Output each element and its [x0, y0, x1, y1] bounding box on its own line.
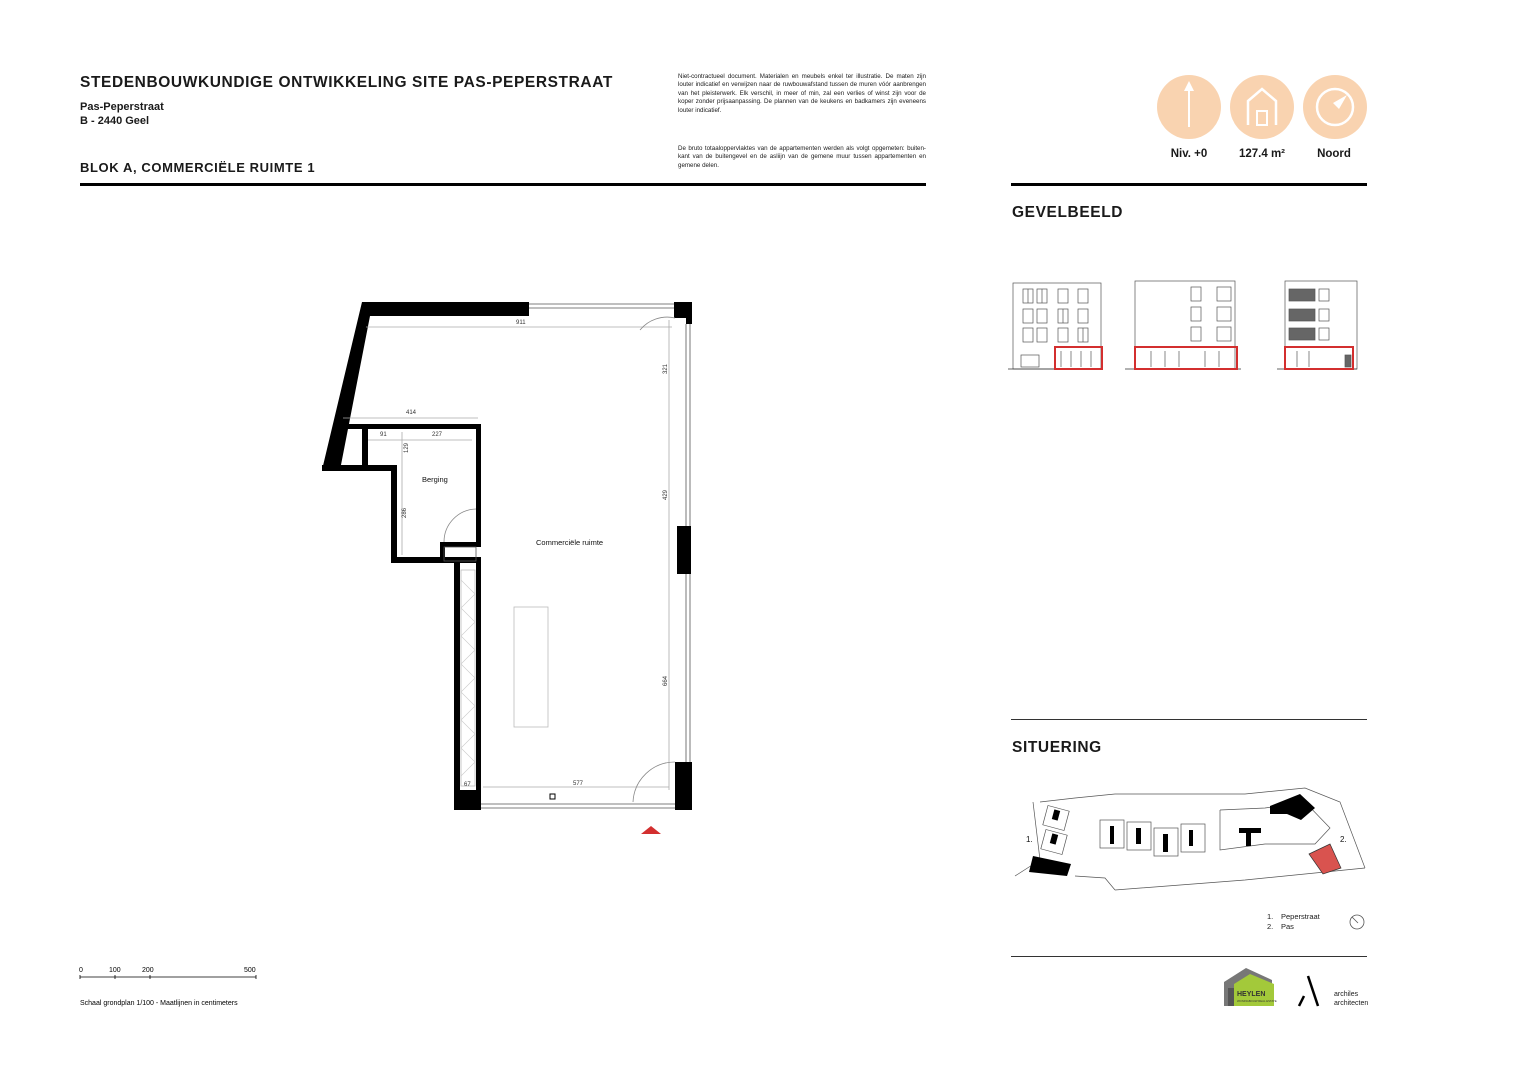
scale-tick-0: 0 [79, 967, 83, 974]
room-commercial: Commerciële ruimte [536, 538, 604, 547]
entrance-marker [641, 826, 661, 834]
site-label-1: 1. [1026, 835, 1033, 844]
situation-legend [1267, 912, 1320, 932]
north-compass-icon [1348, 913, 1366, 931]
legend-num: 2. [1267, 922, 1274, 931]
dim-inner-a: 91 [380, 432, 387, 438]
situation-heading: SITUERING [1012, 739, 1102, 756]
orientation-label: Noord [1317, 148, 1351, 160]
scale-bar [80, 975, 256, 979]
dim-right-top: 321 [663, 363, 669, 374]
dim-v2: 286 [402, 507, 408, 518]
dim-bottom: 577 [573, 781, 584, 787]
architect-name: archiles [1334, 991, 1359, 998]
footer-rule [1011, 956, 1367, 957]
legend-name: Peperstraat [1281, 912, 1320, 921]
elevation-heading: GEVELBEELD [1012, 204, 1124, 221]
unit-title: BLOK A, COMMERCIËLE RUIMTE 1 [80, 160, 316, 175]
elevation-2 [1125, 281, 1241, 369]
heylen-text: HEYLEN [1237, 991, 1266, 998]
dim-v1: 129 [404, 442, 410, 453]
heylen-logo [1220, 966, 1278, 1008]
legend-num: 1. [1267, 912, 1274, 921]
legend-name: Pas [1281, 922, 1294, 931]
elevation-1 [1008, 283, 1103, 369]
disclaimer-paragraph-2: De bruto totaaloppervlaktes van de appartementen werden als volgt opgemeten: buiten- kant van de buitengevel en de asliijn van de gemene muur tussen appartementen en gemene delen. [678, 145, 926, 169]
scale-tick-100: 100 [109, 967, 121, 974]
elevation-drawings [1005, 275, 1375, 380]
dim-right-mid: 429 [663, 489, 669, 500]
situation-rule [1011, 719, 1367, 720]
dim-top: 911 [516, 320, 526, 326]
dim-inner-b: 227 [432, 432, 443, 438]
site-label-2: 2. [1340, 835, 1347, 844]
architect-logo-mark [1294, 970, 1324, 1010]
legend-item [1267, 922, 1320, 932]
dim-bottom-left: 67 [464, 782, 471, 788]
disclaimer-paragraph-1: Niet-contractueel document. Materialen en meubels enkel ter illustratie. De maten zijn louter indicatief en verwijzen naar de ruwbouwafstand tussen de muren vóór aanbrengen van het pleisterwerk. Elk verschil, in meer of min, zal een verlies of winst zijn voor de koper zonder prijsaanpassing. De plannen van de keukens en badkamers zijn eveneens louter indicatief. [678, 73, 926, 114]
room-storage: Berging [422, 475, 448, 484]
dim-right-bottom: 664 [663, 675, 669, 686]
area-label: 127.4 m² [1238, 148, 1286, 160]
scale-tick-200: 200 [142, 967, 154, 974]
site-highlight [1309, 844, 1341, 874]
architect-logo [1334, 990, 1368, 1008]
heylen-subtext: WONINGBOUW REAL ESTATE [1237, 999, 1277, 1003]
dim-inner-top: 414 [406, 410, 417, 416]
scale-caption: Schaal grondplan 1/100 - Maatlijnen in centimeters [80, 1000, 238, 1007]
architect-sub: architecten [1334, 1000, 1369, 1007]
city-address: B - 2440 Geel [80, 115, 150, 127]
plan-walls [322, 302, 692, 810]
legend-item [1267, 912, 1320, 922]
street-address: Pas-Peperstraat [80, 101, 164, 113]
site-plan [1005, 780, 1375, 905]
elevation-3 [1277, 281, 1357, 369]
level-label: Niv. +0 [1170, 148, 1208, 160]
project-title: STEDENBOUWKUNDIGE ONTWIKKELING SITE PAS-PEPERSTRAAT [80, 74, 613, 91]
scale-tick-500: 500 [244, 967, 256, 974]
